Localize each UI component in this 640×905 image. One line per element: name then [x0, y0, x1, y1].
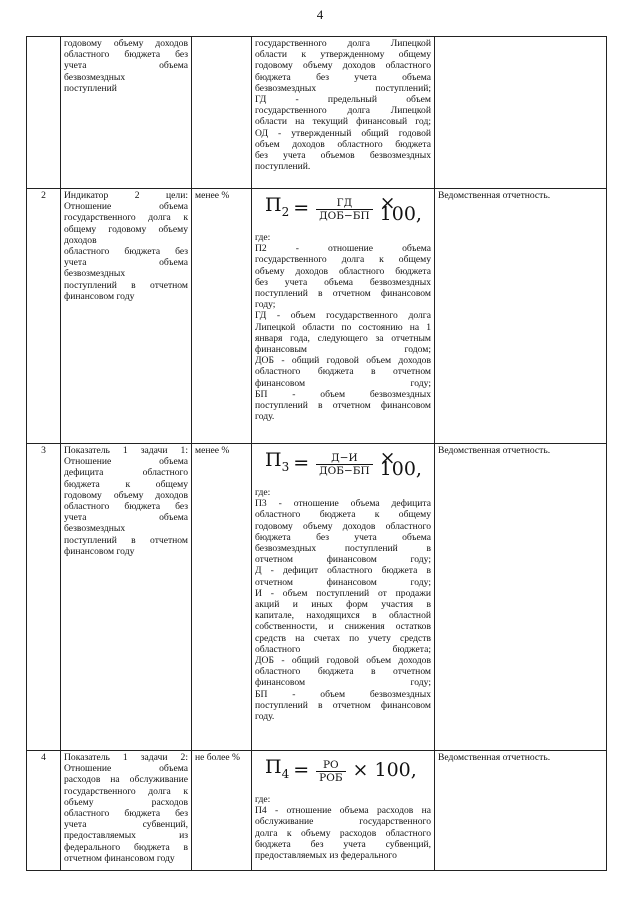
text-line: отчетном финансовом году;: [255, 554, 431, 566]
formula-numerator: РО: [322, 758, 339, 771]
text-line: федерального бюджета в: [64, 841, 188, 853]
calculation-method: [252, 189, 435, 444]
text-line: году;: [255, 299, 276, 311]
text-line: где:: [255, 487, 271, 498]
text-line: расходов на обслуживание: [64, 774, 188, 786]
table-row: [27, 37, 607, 189]
text-line: году.: [255, 411, 275, 423]
text-line: отчетном финансовом году;: [255, 576, 431, 588]
formula-denominator: ДОБ−БП: [316, 464, 373, 477]
formula-lhs: [265, 194, 290, 219]
text-line: Отношение объема: [64, 456, 188, 468]
text-line: государственного долга к: [64, 785, 188, 797]
text-line: без учета объема безвозмездных: [255, 276, 431, 288]
text-line: учета объема: [64, 512, 188, 524]
calculation-method: [252, 37, 435, 189]
formula-tail: × 100,: [379, 446, 422, 480]
text-line: году.: [255, 711, 275, 723]
text-line: П2 - отношение объема: [255, 243, 431, 255]
text-line: годовому объему доходов областного: [255, 520, 431, 532]
text-line: государственного долга к: [64, 212, 188, 224]
text-line: бюджета без учета субвенций,: [255, 838, 431, 850]
text-line: П4 - отношение объема расходов на: [255, 805, 431, 817]
text-line: объему расходов: [64, 796, 188, 808]
text-line: государственного долга Липецкой: [255, 105, 431, 117]
text-line: учета объема: [64, 60, 188, 72]
formula-fraction: [316, 197, 373, 222]
formula-denominator: ДОБ−БП: [316, 209, 373, 222]
text-line: БП - объем безвозмездных: [255, 688, 431, 700]
text-line: областного бюджета;: [255, 643, 431, 655]
equals-sign: =: [293, 197, 310, 220]
formula-symbol: П: [265, 756, 282, 778]
text-line: поступлений в отчетном финансовом: [255, 288, 431, 300]
text-line: безвозмездных поступлений;: [255, 82, 431, 94]
text-line: ОД - утвержденный общий годовой: [255, 127, 431, 139]
text-line: капитале, находящихся в областной: [255, 610, 431, 622]
text-line: финансовом году: [64, 545, 135, 557]
text-line: государственного долга к общему: [255, 254, 431, 266]
text-line: областного бюджета без: [64, 49, 188, 61]
text-line: безвозмездных поступлений в: [255, 543, 431, 555]
text-line: финансовом году: [64, 290, 135, 302]
formula: [265, 754, 431, 788]
text-line: где:: [255, 794, 271, 805]
text-line: собственности, и снижения остатков: [255, 621, 431, 633]
text-line: бюджета к общему: [64, 478, 188, 490]
formula-denominator: РОБ: [316, 771, 345, 784]
text-line: областного бюджета к общему: [255, 509, 431, 521]
text-line: ГД - объем государственного долга: [255, 310, 431, 322]
calculation-method: [252, 444, 435, 751]
formula-lhs: [265, 449, 290, 474]
formula-lhs: [265, 756, 290, 781]
row-number: 4: [27, 751, 61, 871]
text-line: государственного долга Липецкой: [255, 38, 431, 49]
text-line: Отношение объема: [64, 201, 188, 213]
text-line: поступлений в отчетном финансовом: [255, 699, 431, 711]
formula-symbol: П: [265, 449, 282, 471]
formula-symbol: П: [265, 194, 282, 216]
text-line: средств на счетах по учету средств: [255, 632, 431, 644]
text-line: учета субвенций,: [64, 819, 188, 831]
indicator-name: [61, 189, 192, 444]
text-line: финансовым годом;: [255, 344, 431, 356]
data-source: Ведомственная отчетность.: [435, 751, 607, 871]
text-line: предоставляемых из федерального: [255, 850, 397, 862]
text-line: Показатель 1 задачи 1:: [64, 445, 188, 456]
text-line: финансовом году;: [255, 677, 431, 689]
row-number: 2: [27, 189, 61, 444]
text-line: БП - объем безвозмездных: [255, 388, 431, 400]
unit: [192, 37, 252, 189]
text-line: областного бюджета без: [64, 246, 188, 258]
calculation-method: [252, 751, 435, 871]
formula: [265, 447, 431, 481]
text-line: Липецкой области по состоянию на 1: [255, 321, 431, 333]
page-number: 4: [316, 7, 324, 22]
text-line: областного бюджета без: [64, 808, 188, 820]
unit: менее %: [192, 189, 252, 444]
text-line: поступлений в отчетном финансовом: [255, 400, 431, 412]
text-line: ДОБ - общий годовой объем доходов: [255, 355, 431, 367]
formula-numerator: ГД: [336, 196, 353, 209]
text-line: обслуживание государственного: [255, 816, 431, 828]
unit: не более %: [192, 751, 252, 871]
indicator-name: [61, 751, 192, 871]
text-line: без учета объемов безвозмездных: [255, 150, 431, 162]
formula-fraction: [316, 452, 373, 477]
text-line: Д - дефицит областного бюджета в: [255, 565, 431, 577]
text-line: Показатель 1 задачи 2:: [64, 752, 188, 763]
formula-tail: × 100,: [352, 759, 417, 782]
text-line: И - объем поступлений от продажи: [255, 587, 431, 599]
text-line: поступлений.: [255, 161, 311, 173]
row-number: [27, 37, 61, 189]
formula-numerator: Д−И: [331, 451, 358, 464]
row-number: 3: [27, 444, 61, 751]
table-row: [27, 444, 607, 751]
equals-sign: =: [293, 759, 310, 782]
text-line: безвозмездных: [64, 268, 126, 280]
text-line: области к утвержденному общему: [255, 49, 431, 61]
text-line: общему годовому объему доходов: [64, 223, 188, 246]
text-line: области на текущий финансовый год;: [255, 116, 431, 128]
text-line: поступлений: [64, 82, 117, 94]
indicator-name: [61, 444, 192, 751]
text-line: Индикатор 2 цели:: [64, 190, 188, 201]
text-line: объему доходов областного бюджета: [255, 265, 431, 277]
text-line: долга к объему расходов областного: [255, 827, 431, 839]
text-line: ГД - предельный объем: [255, 94, 431, 106]
formula: [265, 192, 431, 226]
data-source: Ведомственная отчетность.: [435, 444, 607, 751]
data-source: [435, 37, 607, 189]
text-line: поступлений в отчетном: [64, 279, 188, 291]
text-line: акций и иных форм участия в: [255, 599, 431, 611]
indicator-name: [61, 37, 192, 189]
formula-subscript: 2: [281, 204, 290, 219]
text-line: Отношение объема: [64, 763, 188, 775]
text-line: предоставляемых из: [64, 830, 188, 842]
text-line: финансовом году;: [255, 377, 431, 389]
table-row: [27, 751, 607, 871]
text-line: годовому объему доходов областного: [255, 60, 431, 72]
text-line: безвозмездных: [64, 71, 126, 83]
text-line: безвозмездных: [64, 523, 126, 535]
formula-subscript: 4: [281, 766, 290, 781]
data-source: Ведомственная отчетность.: [435, 189, 607, 444]
indicators-table: [26, 36, 607, 871]
text-line: дефицита областного: [64, 467, 188, 479]
text-line: поступлений в отчетном: [64, 534, 188, 546]
text-line: где:: [255, 232, 271, 243]
text-line: января года, следующего за отчетным: [255, 332, 431, 344]
text-line: П3 - отношение объема дефицита: [255, 498, 431, 510]
table-row: [27, 189, 607, 444]
equals-sign: =: [293, 452, 310, 475]
text-line: объем доходов областного бюджета: [255, 138, 431, 150]
text-line: ДОБ - общий годовой объем доходов: [255, 655, 431, 667]
formula-fraction: [316, 759, 345, 784]
formula-tail: × 100,: [379, 191, 422, 225]
text-line: годовому объему доходов: [64, 38, 188, 49]
text-line: учета объема: [64, 257, 188, 269]
text-line: бюджета без учета объема: [255, 71, 431, 83]
text-line: годовому объему доходов: [64, 489, 188, 501]
text-line: отчетном финансовом году: [64, 852, 175, 864]
text-line: областного бюджета в отчетном: [255, 666, 431, 678]
text-line: областного бюджета в отчетном: [255, 366, 431, 378]
text-line: областного бюджета без: [64, 501, 188, 513]
unit: менее %: [192, 444, 252, 751]
formula-subscript: 3: [281, 459, 290, 474]
text-line: бюджета без учета объема: [255, 531, 431, 543]
